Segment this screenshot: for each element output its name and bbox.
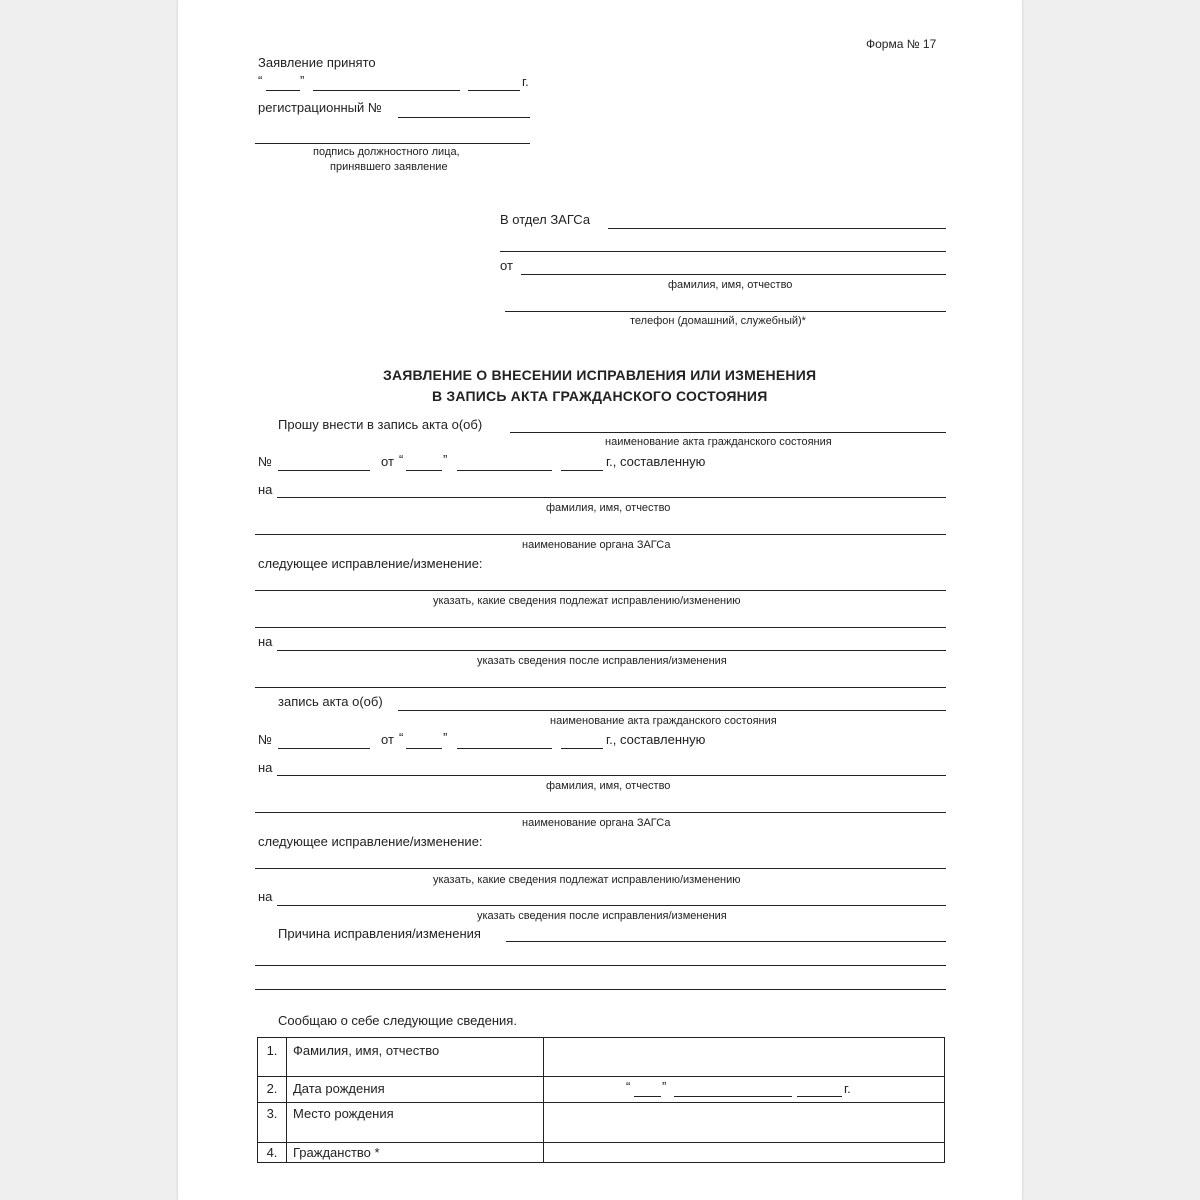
birth-date-quote-open: “ bbox=[626, 1079, 631, 1094]
record-date-from-label: от bbox=[381, 454, 394, 469]
table-row bbox=[258, 1038, 945, 1077]
second-record-year-field[interactable] bbox=[561, 748, 603, 749]
official-signature-field[interactable] bbox=[255, 143, 530, 144]
row-label: Фамилия, имя, отчество bbox=[287, 1038, 544, 1077]
record-organ-field[interactable] bbox=[255, 534, 946, 535]
second-correction-what-field[interactable] bbox=[255, 868, 946, 869]
accepted-year-field[interactable] bbox=[468, 90, 520, 91]
row-number: 3. bbox=[258, 1103, 287, 1143]
correction-after-field-2[interactable] bbox=[255, 687, 946, 688]
reason-label: Причина исправления/изменения bbox=[278, 926, 481, 941]
personal-info-intro: Сообщаю о себе следующие сведения. bbox=[278, 1013, 517, 1028]
second-record-date-quote-open: “ bbox=[399, 730, 404, 745]
record-number-label: № bbox=[258, 454, 272, 469]
reason-field-3[interactable] bbox=[255, 989, 946, 990]
registry-office-field-2[interactable] bbox=[500, 251, 946, 252]
record-date-quote-open: “ bbox=[399, 452, 404, 467]
record-year-field[interactable] bbox=[561, 470, 603, 471]
row-number: 2. bbox=[258, 1077, 287, 1103]
second-act-name-caption: наименование акта гражданского состояния bbox=[550, 715, 777, 727]
second-record-organ-field[interactable] bbox=[255, 812, 946, 813]
request-label: Прошу внести в запись акта о(об) bbox=[278, 417, 483, 432]
second-record-number-label: № bbox=[258, 732, 272, 747]
record-person-field[interactable] bbox=[277, 497, 946, 498]
accepted-year-suffix: г. bbox=[522, 74, 529, 89]
record-person-caption: фамилия, имя, отчество bbox=[546, 502, 671, 514]
second-correction-what-caption: указать, какие сведения подлежат исправлению/изменению bbox=[433, 874, 741, 886]
second-record-person-caption: фамилия, имя, отчество bbox=[546, 780, 671, 792]
second-record-composed-label: г., составленную bbox=[606, 732, 706, 747]
second-record-label: запись акта о(об) bbox=[278, 694, 383, 709]
record-number-field[interactable] bbox=[278, 470, 370, 471]
birth-date-value bbox=[544, 1077, 945, 1103]
row-label: Место рождения bbox=[287, 1103, 544, 1143]
row-label: Гражданство * bbox=[287, 1143, 544, 1163]
applicant-name-field[interactable] bbox=[521, 274, 946, 275]
document-title-line-1: ЗАЯВЛЕНИЕ О ВНЕСЕНИИ ИСПРАВЛЕНИЯ ИЛИ ИЗМЕНЕНИЯ bbox=[383, 367, 817, 383]
second-record-day-field[interactable] bbox=[406, 748, 442, 749]
second-record-month-field[interactable] bbox=[457, 748, 552, 749]
record-month-field[interactable] bbox=[457, 470, 552, 471]
second-record-date-from-label: от bbox=[381, 732, 394, 747]
birth-month-field[interactable] bbox=[674, 1096, 792, 1097]
signature-caption-1: подпись должностного лица, bbox=[313, 146, 460, 158]
correction-on-label: на bbox=[258, 634, 273, 649]
row-label: Дата рождения bbox=[287, 1077, 544, 1103]
second-correction-label: следующее исправление/изменение: bbox=[258, 834, 483, 849]
second-record-date-quote-close: ” bbox=[443, 730, 448, 745]
accepted-quote-close: ” bbox=[300, 73, 305, 88]
accepted-label: Заявление принято bbox=[258, 55, 376, 70]
birth-date-quote-close: ” bbox=[662, 1079, 667, 1094]
correction-label: следующее исправление/изменение: bbox=[258, 556, 483, 571]
second-record-on-label: на bbox=[258, 760, 273, 775]
second-record-organ-caption: наименование органа ЗАГСа bbox=[522, 817, 671, 829]
correction-what-caption: указать, какие сведения подлежат исправлению/изменению bbox=[433, 595, 741, 607]
applicant-name-caption: фамилия, имя, отчество bbox=[668, 279, 793, 291]
registry-office-field[interactable] bbox=[608, 228, 946, 229]
correction-after-caption: указать сведения после исправления/изменения bbox=[477, 655, 727, 667]
table-row bbox=[258, 1077, 945, 1103]
row-number: 1. bbox=[258, 1038, 287, 1077]
full-name-value-field[interactable] bbox=[544, 1038, 945, 1077]
birth-year-field[interactable] bbox=[797, 1096, 842, 1097]
correction-after-field[interactable] bbox=[277, 650, 946, 651]
personal-info-table bbox=[257, 1037, 945, 1163]
citizenship-value-field[interactable] bbox=[544, 1143, 945, 1163]
applicant-phone-caption: телефон (домашний, служебный)* bbox=[630, 315, 806, 327]
form-number: Форма № 17 bbox=[866, 37, 937, 51]
birth-day-field[interactable] bbox=[634, 1096, 661, 1097]
record-date-quote-close: ” bbox=[443, 452, 448, 467]
second-correction-after-field[interactable] bbox=[277, 905, 946, 906]
birth-place-value-field[interactable] bbox=[544, 1103, 945, 1143]
record-composed-label: г., составленную bbox=[606, 454, 706, 469]
reason-field[interactable] bbox=[506, 941, 946, 942]
second-act-name-field[interactable] bbox=[398, 710, 946, 711]
correction-what-field[interactable] bbox=[255, 590, 946, 591]
applicant-phone-field[interactable] bbox=[505, 311, 946, 312]
second-record-person-field[interactable] bbox=[277, 775, 946, 776]
reason-field-2[interactable] bbox=[255, 965, 946, 966]
reg-number-label: регистрационный № bbox=[258, 100, 382, 115]
birth-year-suffix: г. bbox=[844, 1081, 851, 1096]
applicant-from-label: от bbox=[500, 258, 513, 273]
table-row bbox=[258, 1143, 945, 1163]
table-row bbox=[258, 1103, 945, 1143]
record-organ-caption: наименование органа ЗАГСа bbox=[522, 539, 671, 551]
accepted-month-field[interactable] bbox=[313, 90, 460, 91]
accepted-quote-open: “ bbox=[258, 73, 263, 88]
second-record-number-field[interactable] bbox=[278, 748, 370, 749]
act-name-field[interactable] bbox=[510, 432, 946, 433]
second-correction-on-label: на bbox=[258, 889, 273, 904]
second-correction-after-caption: указать сведения после исправления/изменения bbox=[477, 910, 727, 922]
act-name-caption: наименование акта гражданского состояния bbox=[605, 436, 832, 448]
row-number: 4. bbox=[258, 1143, 287, 1163]
record-day-field[interactable] bbox=[406, 470, 442, 471]
registry-office-label: В отдел ЗАГСа bbox=[500, 212, 591, 227]
signature-caption-2: принявшего заявление bbox=[330, 161, 448, 173]
reg-number-field[interactable] bbox=[398, 117, 530, 118]
accepted-day-field[interactable] bbox=[266, 90, 300, 91]
document-title-line-2: В ЗАПИСЬ АКТА ГРАЖДАНСКОГО СОСТОЯНИЯ bbox=[432, 388, 768, 404]
record-on-label: на bbox=[258, 482, 273, 497]
correction-what-field-2[interactable] bbox=[255, 627, 946, 628]
